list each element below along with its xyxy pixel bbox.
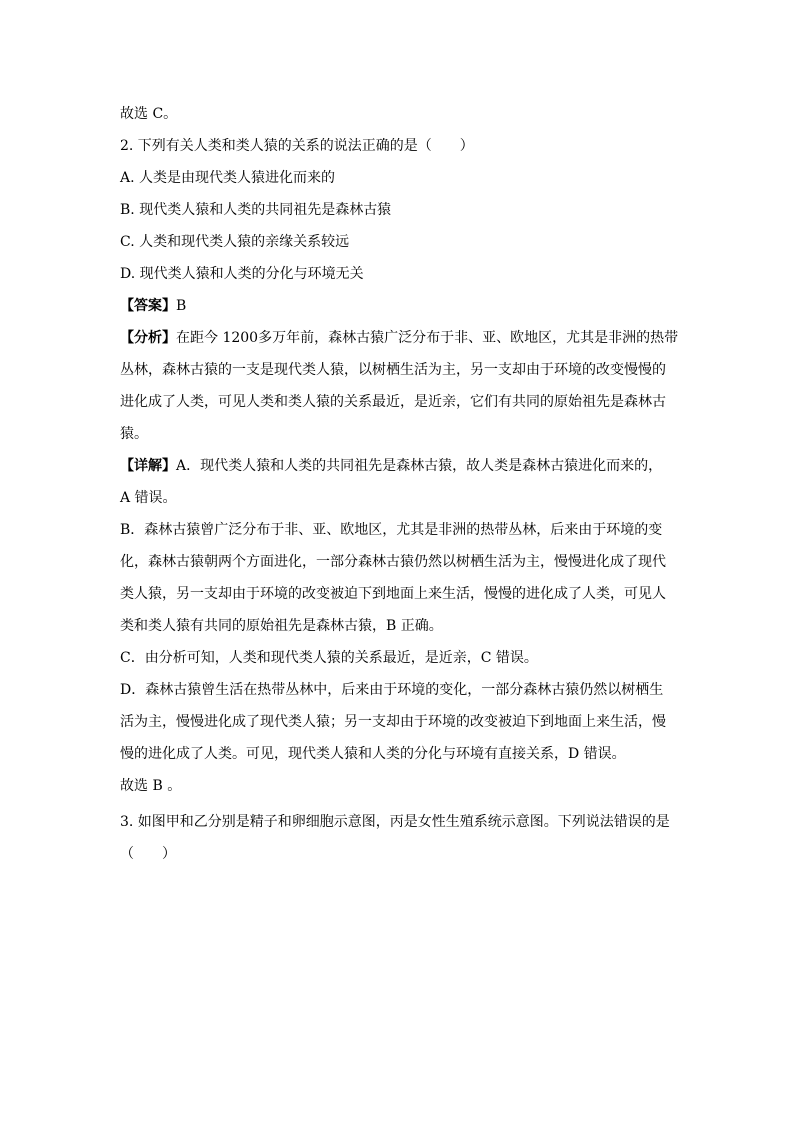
detail-tag: 【详解】: [120, 458, 176, 474]
detail-line: B．森林古猿曾广泛分布于非、亚、欧地区，尤其是非洲的热带丛林，后来由于环境的变: [120, 522, 663, 538]
detail-line: [120, 450, 676, 482]
question-2-conclusion: 故选 B 。: [120, 778, 182, 794]
analysis-line: 猿。: [120, 426, 148, 442]
detail-line: A 错误。: [120, 490, 177, 506]
document-content: [120, 98, 679, 870]
question-2-option-a: A. 人类是由现代类人猿进化而来的: [120, 170, 336, 186]
detail-line: D．森林古猿曾生活在热带丛林中，后来由于环境的变化，一部分森林古猿仍然以树栖生: [120, 682, 664, 698]
analysis-line: 丛林，森林古猿的一支是现代类人猿，以树栖生活为主，另一支却由于环境的改变慢慢的: [120, 362, 666, 378]
detail-line: 化，森林古猿朝两个方面进化，一部分森林古猿仍然以树栖生活为主，慢慢进化成了现代: [120, 554, 666, 570]
answer-value: B: [176, 298, 187, 314]
question-2-option-c: C. 人类和现代类人猿的亲缘关系较远: [120, 234, 350, 250]
question-3-stem: 3. 如图甲和乙分别是精子和卵细胞示意图，丙是女性生殖系统示意图。下列说法错误的是: [120, 814, 670, 830]
detail-line: 活为主，慢慢进化成了现代类人猿；另一支却由于环境的改变被迫下到地面上来生活，慢: [120, 714, 666, 730]
analysis-line: 进化成了人类，可见人类和类人猿的关系最近，是近亲，它们有共同的原始祖先是森林古: [120, 394, 666, 410]
question-2-analysis: [120, 322, 679, 450]
detail-line: C．由分析可知，人类和现代类人猿的关系最近，是近亲，C 错误。: [120, 650, 538, 666]
question-2-stem: 2. 下列有关人类和类人猿的关系的说法正确的是（ ）: [120, 138, 474, 154]
detail-line: 慢的进化成了人类。可见，现代类人猿和人类的分化与环境有直接关系，D 错误。: [120, 746, 626, 762]
question-2-option-b: B. 现代类人猿和人类的共同祖先是森林古猿: [120, 202, 392, 218]
question-2-answer: [120, 290, 676, 322]
question-3-stem-bracket: （ ）: [120, 846, 176, 862]
question-3: [120, 806, 676, 870]
question-2-detail: [120, 450, 676, 770]
analysis-line: [120, 322, 679, 354]
question-2-option-d: D. 现代类人猿和人类的分化与环境无关: [120, 266, 364, 282]
question-2: [120, 130, 679, 802]
answer-tag: 【答案】: [120, 298, 176, 314]
detail-line: 类和类人猿有共同的原始祖先是森林古猿，B 正确。: [120, 618, 443, 634]
analysis-text: 在距今 1200多万年前，森林古猿广泛分布于非、亚、欧地区，尤其是非洲的热带: [176, 330, 679, 346]
detail-text: A．现代类人猿和人类的共同祖先是森林古猿，故人类是森林古猿进化而来的，: [176, 458, 663, 474]
prev-conclusion: 故选 C。: [120, 106, 178, 122]
detail-line: 类人猿，另一支却由于环境的改变被迫下到地面上来生活，慢慢的进化成了人类，可见人: [120, 586, 666, 602]
analysis-tag: 【分析】: [120, 330, 176, 346]
